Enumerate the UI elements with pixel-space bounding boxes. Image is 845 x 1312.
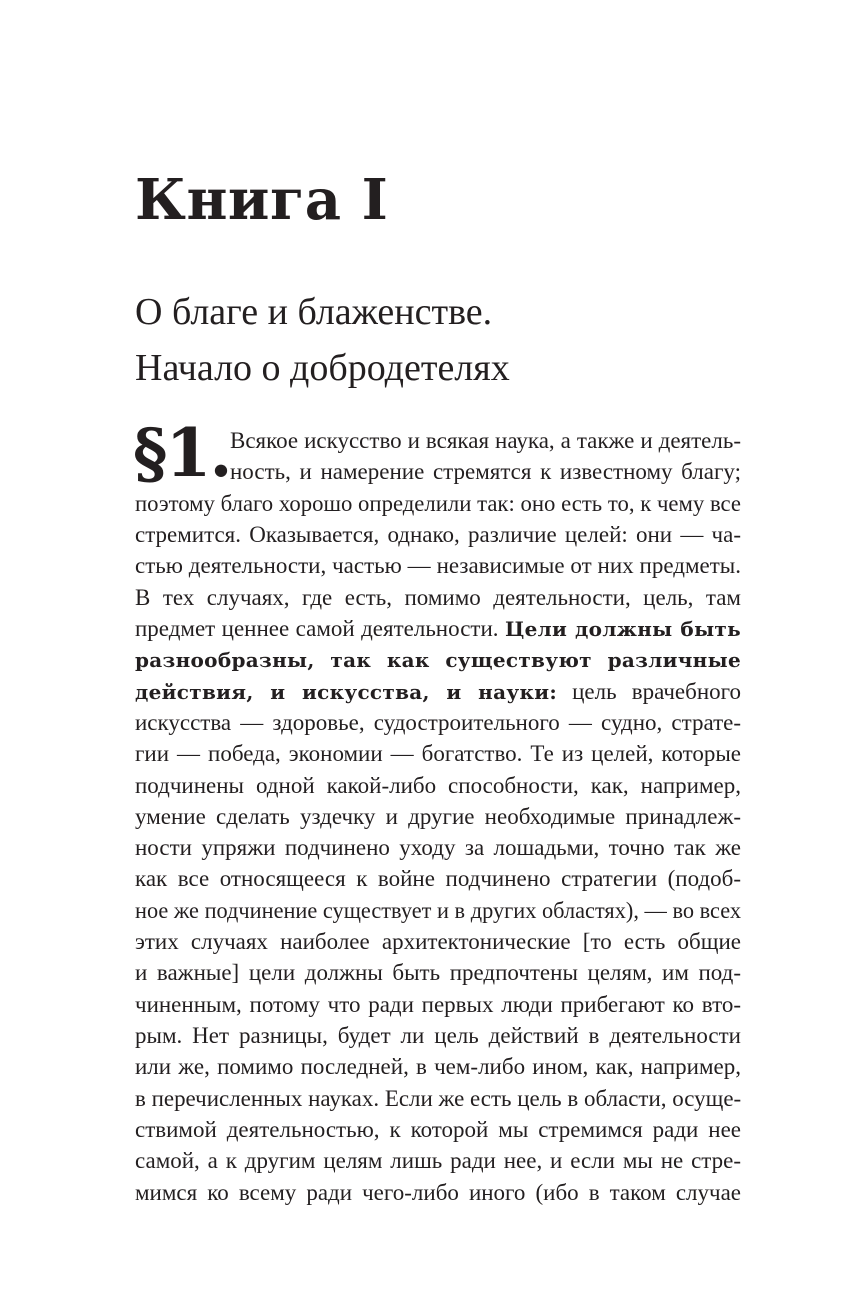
text-line: ность, и намерение стремятся к известному благу; bbox=[230, 459, 741, 484]
bold-text: Цели должны быть bbox=[504, 617, 741, 641]
text-line: умение сделать уздечку и другие необходимые принадлеж- bbox=[135, 804, 741, 829]
text-line: как все относящееся к войне подчинено стратегии (подоб- bbox=[135, 866, 741, 891]
bold-text: действия, и искусства, и науки: bbox=[135, 680, 558, 704]
section-number: §1. bbox=[133, 414, 231, 492]
text-line: самой, а к другим целям лишь ради нее, и если мы не стре- bbox=[135, 1148, 741, 1173]
text-line: поэтому благо хорошо определили так: оно есть то, к чему все bbox=[135, 491, 742, 516]
text-line: ствимой деятельностью, к которой мы стремимся ради нее bbox=[135, 1117, 741, 1142]
text-line: этих случаях наиболее архитектонические [то есть общие bbox=[135, 929, 741, 954]
text-line: Всякое искусство и всякая наука, а также и деятель- bbox=[230, 428, 741, 453]
text-line: в перечисленных науках. Если же есть цель в области, осуще- bbox=[135, 1086, 742, 1111]
text-line: мимся ко всему ради чего-либо иного (ибо в таком случае bbox=[135, 1180, 741, 1205]
text-line: В тех случаях, где есть, помимо деятельности, цель, там bbox=[135, 585, 741, 610]
text-line: стремится. Оказывается, однако, различие целей: они — ча- bbox=[135, 522, 741, 547]
text-line: или же, помимо последней, в чем-либо ином, как, например, bbox=[135, 1054, 741, 1079]
text-line: действия, и искусства, и науки: цель врачебного bbox=[135, 679, 742, 704]
chapter-title-line-1: О благе и блаженстве. bbox=[135, 291, 493, 333]
text-line: предмет ценнее самой деятельности. Цели должны быть bbox=[135, 616, 741, 641]
book-title: Книга I bbox=[135, 167, 389, 233]
text-line: чиненным, потому что ради первых люди прибегают ко вто- bbox=[135, 992, 741, 1017]
text-line: подчинены одной какой-либо способности, как, например, bbox=[135, 773, 741, 798]
text-line bbox=[135, 644, 741, 675]
text-line: стью деятельности, частью — независимые от них предметы. bbox=[135, 553, 741, 578]
bold-text: разнообразны, так как существуют различные bbox=[135, 648, 741, 672]
text-line: искусства — здоровье, судостроительного — судно, страте- bbox=[135, 710, 741, 735]
text-line: ное же подчинение существует и в других областях), — во всех bbox=[135, 898, 742, 923]
text-line: рым. Нет разницы, будет ли цель действий в деятельности bbox=[135, 1023, 741, 1048]
text-line: и важные] цели должны быть предпочтены целям, им под- bbox=[135, 960, 741, 985]
chapter-title-line-2: Начало о добродетелях bbox=[135, 347, 510, 389]
text-line: гии — победа, экономии — богатство. Те из целей, которые bbox=[135, 741, 741, 766]
text-line: ности упряжи подчинено уходу за лошадьми, точно так же bbox=[135, 835, 741, 860]
